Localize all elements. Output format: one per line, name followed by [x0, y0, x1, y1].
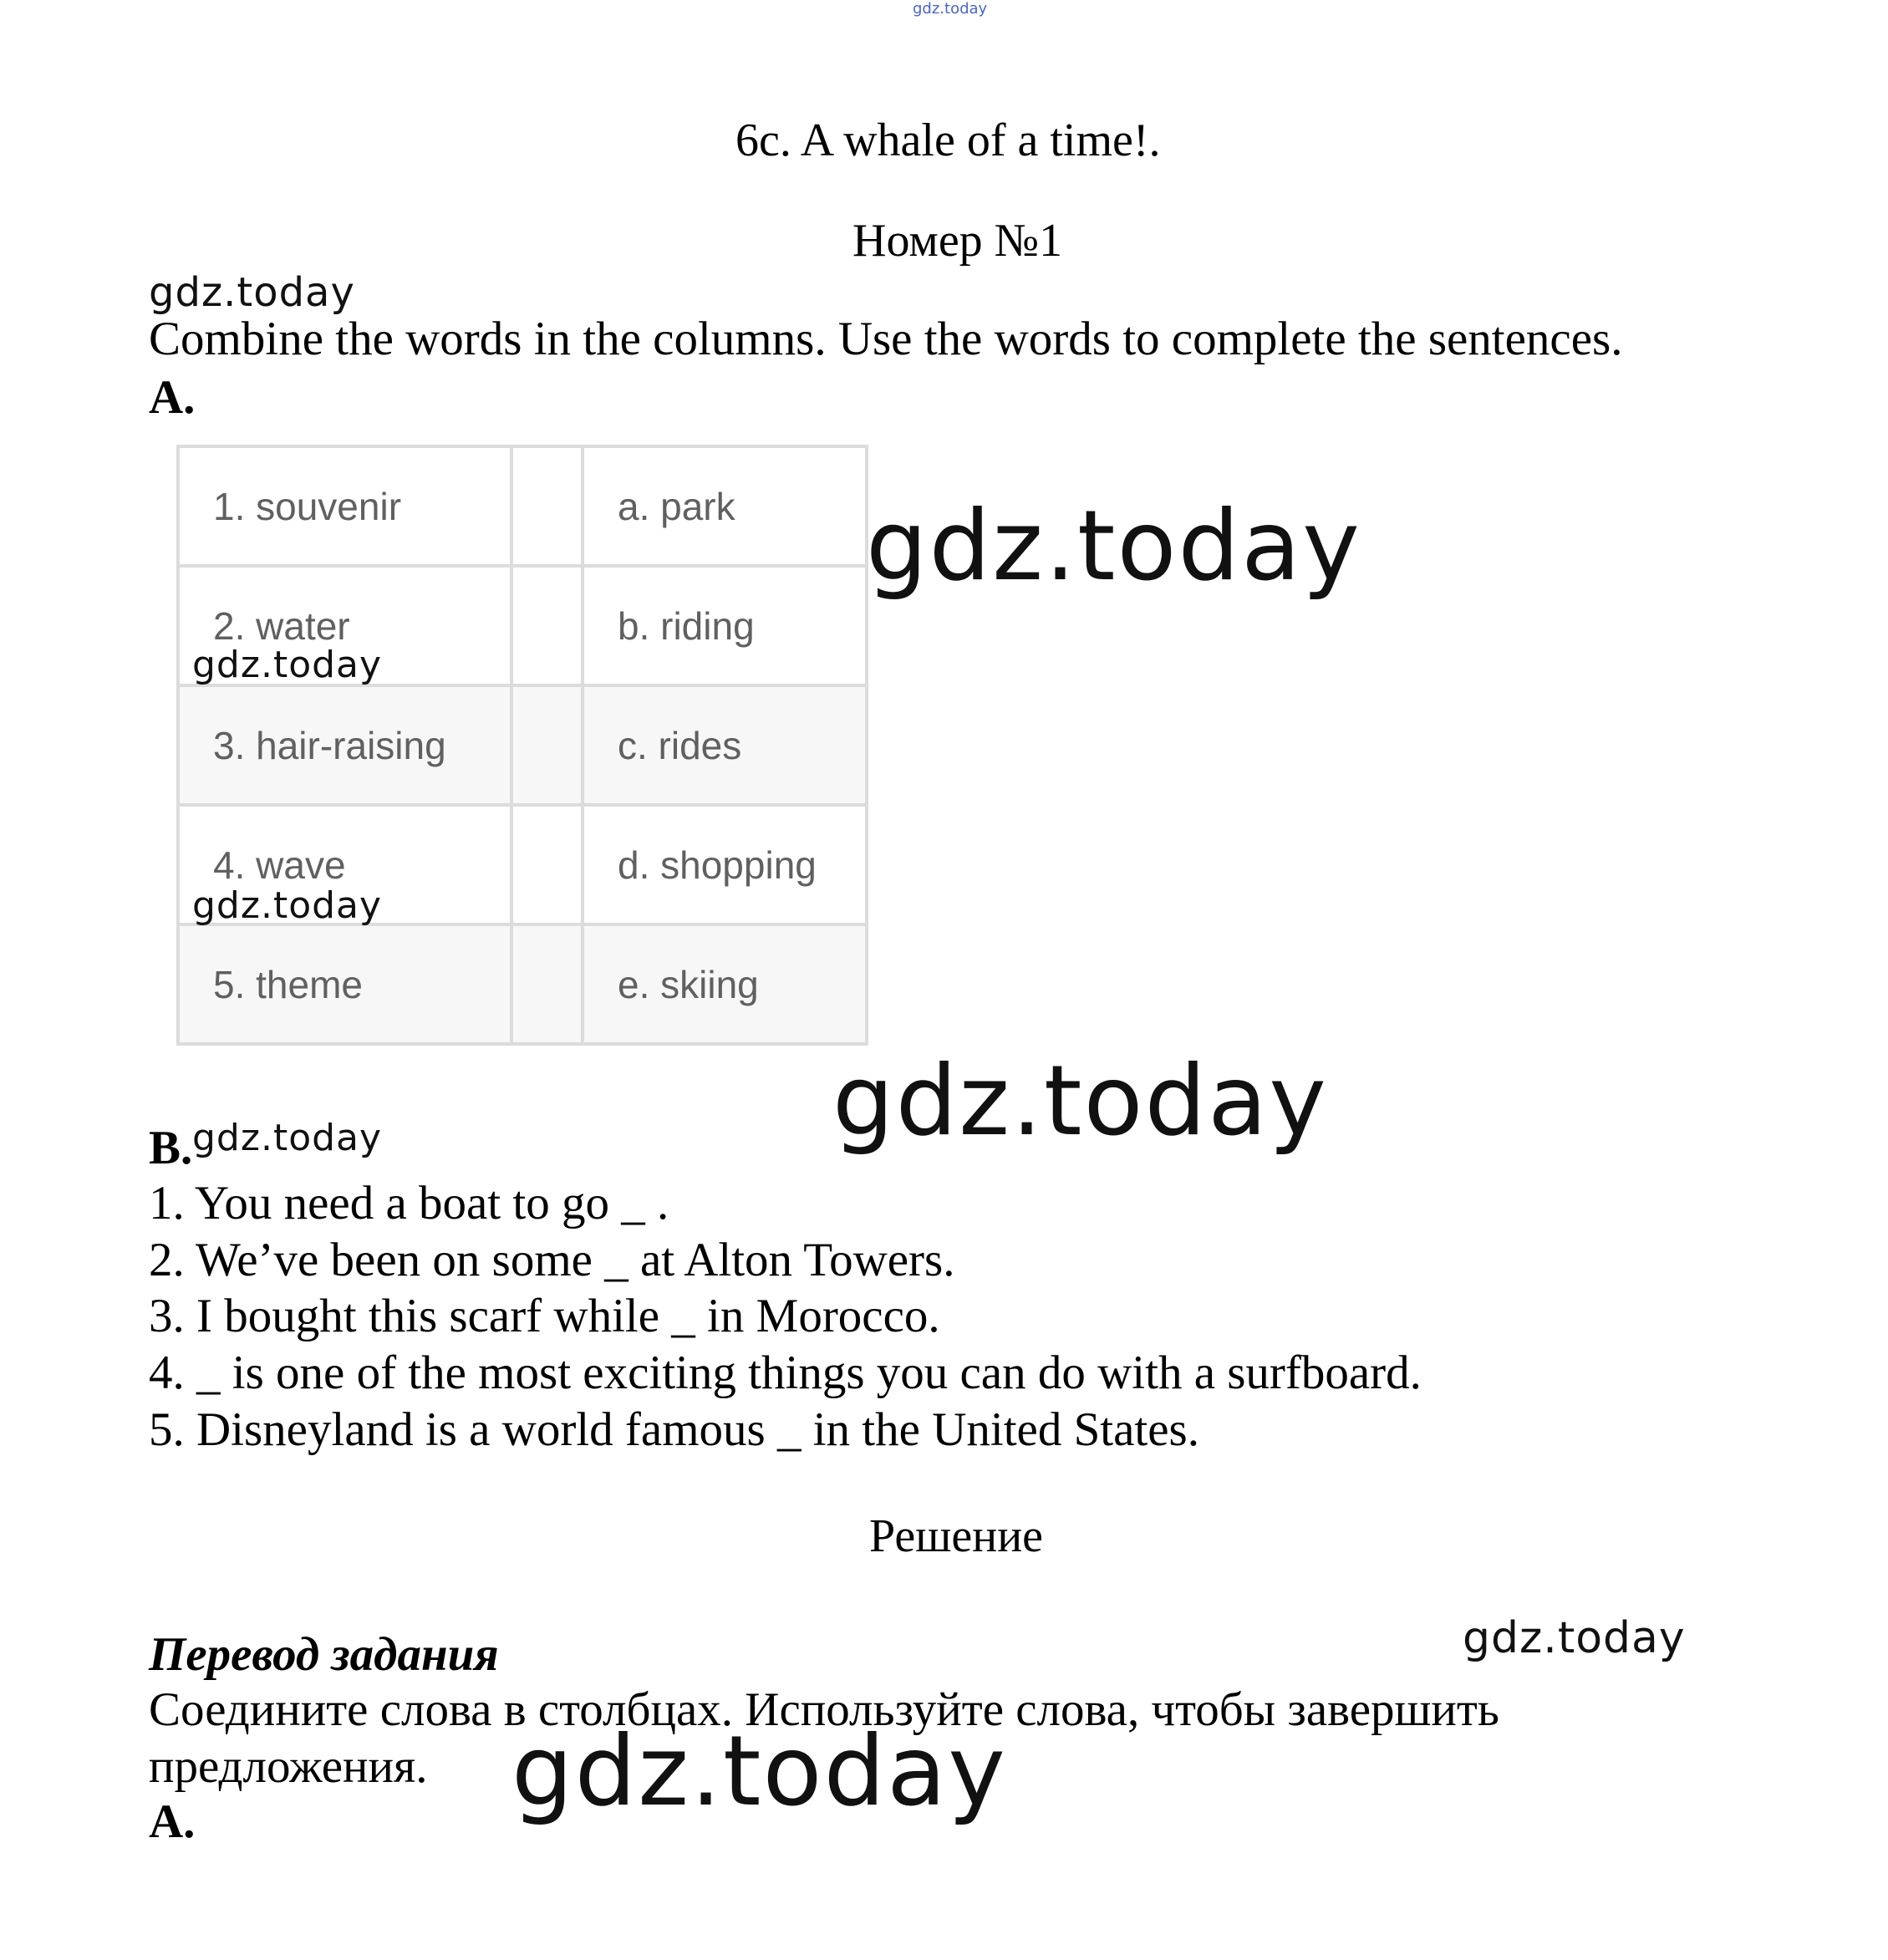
- matching-table: [176, 445, 868, 1046]
- translation-text: Соедините слова в столбцах. Используйте слова, чтобы завершить: [149, 1683, 1499, 1736]
- translation-text: предложения.: [149, 1740, 428, 1793]
- table-row: [178, 924, 867, 1044]
- table-row: [178, 446, 867, 566]
- table-row: [178, 685, 867, 805]
- watermark: gdz.today: [866, 490, 1361, 603]
- sentence: 1. You need a boat to go _ .: [149, 1177, 669, 1229]
- empty-cell: [511, 446, 583, 566]
- sentence: 3. I bought this scarf while _ in Morocco.: [149, 1290, 940, 1342]
- exercise-number: Номер №1: [852, 215, 1063, 267]
- watermark: gdz.today: [1463, 1613, 1686, 1663]
- watermark: gdz.today: [149, 269, 355, 316]
- solution-heading: Решение: [869, 1510, 1044, 1562]
- left-word: 2. water: [178, 566, 511, 685]
- left-word: 1. souvenir: [178, 446, 511, 566]
- left-word: 4. wave: [178, 805, 511, 924]
- empty-cell: [511, 685, 583, 805]
- empty-cell: [511, 566, 583, 685]
- task-instruction: Combine the words in the columns. Use the words to complete the sentences.: [149, 313, 1623, 365]
- right-word: e. skiing: [583, 924, 867, 1044]
- watermark: gdz.today: [832, 1045, 1328, 1158]
- watermark-top: gdz.today: [913, 0, 988, 18]
- translation-heading: Перевод задания: [149, 1628, 499, 1681]
- right-word: a. park: [583, 446, 867, 566]
- left-word: 5. theme: [178, 924, 511, 1044]
- part-a-label: A.: [149, 371, 196, 424]
- watermark: gdz.today: [192, 884, 383, 927]
- sentence: 5. Disneyland is a world famous _ in the United States.: [149, 1403, 1199, 1456]
- watermark: gdz.today: [511, 1715, 1007, 1828]
- right-word: d. shopping: [583, 805, 867, 924]
- right-word: c. rides: [583, 685, 867, 805]
- part-b-label: B.: [149, 1122, 193, 1174]
- page-title: 6c. A whale of a time!.: [735, 115, 1161, 166]
- left-word: 3. hair-raising: [178, 685, 511, 805]
- sentence: 2. We’ve been on some _ at Alton Towers.: [149, 1234, 955, 1286]
- watermark: gdz.today: [192, 644, 383, 686]
- empty-cell: [511, 924, 583, 1044]
- empty-cell: [511, 805, 583, 924]
- watermark: gdz.today: [192, 1117, 383, 1159]
- sentence: 4. _ is one of the most exciting things you can do with a surfboard.: [149, 1347, 1422, 1399]
- right-word: b. riding: [583, 566, 867, 685]
- solution-part-a-label: А.: [149, 1795, 196, 1848]
